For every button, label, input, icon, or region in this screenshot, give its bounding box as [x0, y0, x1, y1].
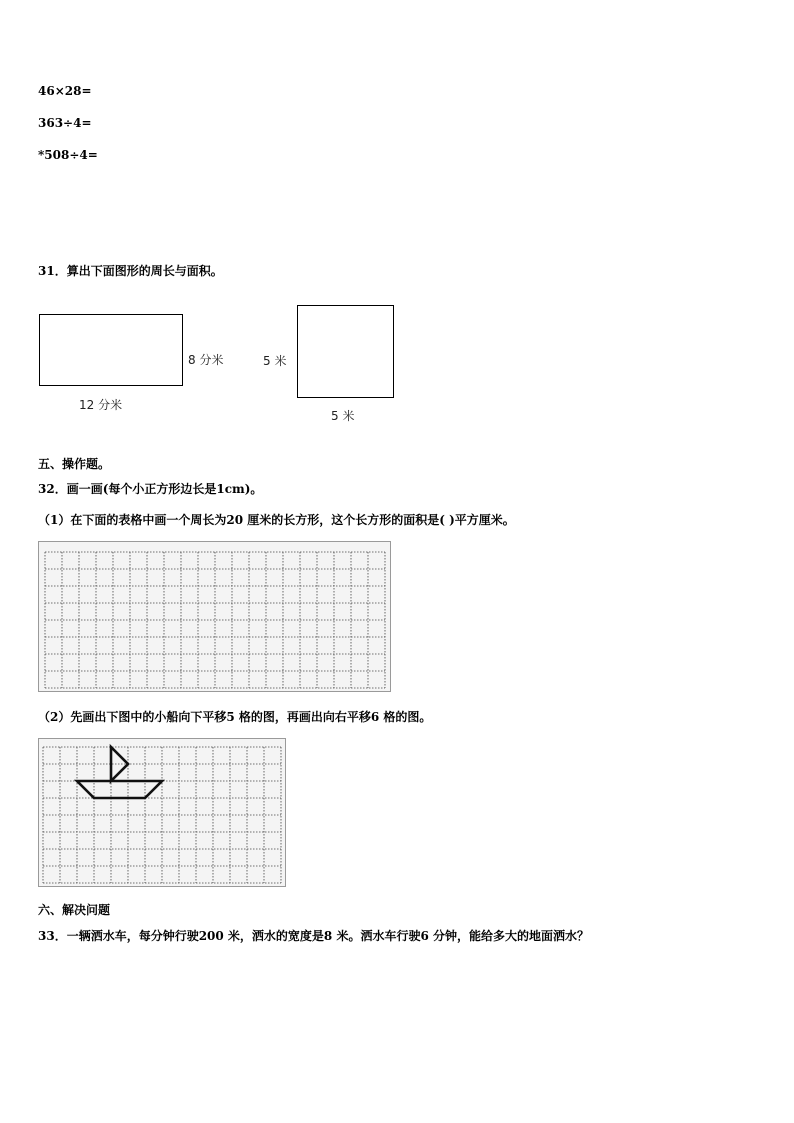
- drawing-grid-2[interactable]: [38, 738, 286, 887]
- calc-line-1: 46×28=: [38, 84, 92, 98]
- question-32: 32．画一画(每个小正方形边长是1cm)。: [38, 482, 263, 496]
- drawing-grid-1[interactable]: [38, 541, 391, 692]
- rectangle-width-label: 12 分米: [79, 398, 123, 412]
- grid-2-lines: [39, 739, 285, 886]
- square-bottom-label: 5 米: [331, 409, 355, 423]
- question-32-part-1: （1）在下面的表格中画一个周长为20 厘米的长方形，这个长方形的面积是( )平方厘米。: [38, 513, 515, 527]
- square-figure: [297, 305, 394, 398]
- boat-icon: [77, 747, 162, 798]
- grid-1-lines: [39, 542, 390, 691]
- section-5-heading: 五、操作题。: [38, 457, 111, 471]
- rectangle-height-label: 8 分米: [188, 353, 224, 367]
- rectangle-figure: [39, 314, 183, 386]
- question-31: 31．算出下面图形的周长与面积。: [38, 264, 223, 278]
- question-33: 33．一辆洒水车，每分钟行驶200 米，洒水的宽度是8 米。洒水车行驶6 分钟，能给多大的地面洒水？: [38, 929, 589, 943]
- square-side-label: 5 米: [263, 354, 287, 368]
- question-32-part-2: （2）先画出下图中的小船向下平移5 格的图，再画出向右平移6 格的图。: [38, 710, 432, 724]
- calc-line-2: 363÷4=: [38, 116, 92, 130]
- calc-line-3: *508÷4=: [38, 148, 98, 162]
- section-6-heading: 六、解决问题: [38, 903, 111, 917]
